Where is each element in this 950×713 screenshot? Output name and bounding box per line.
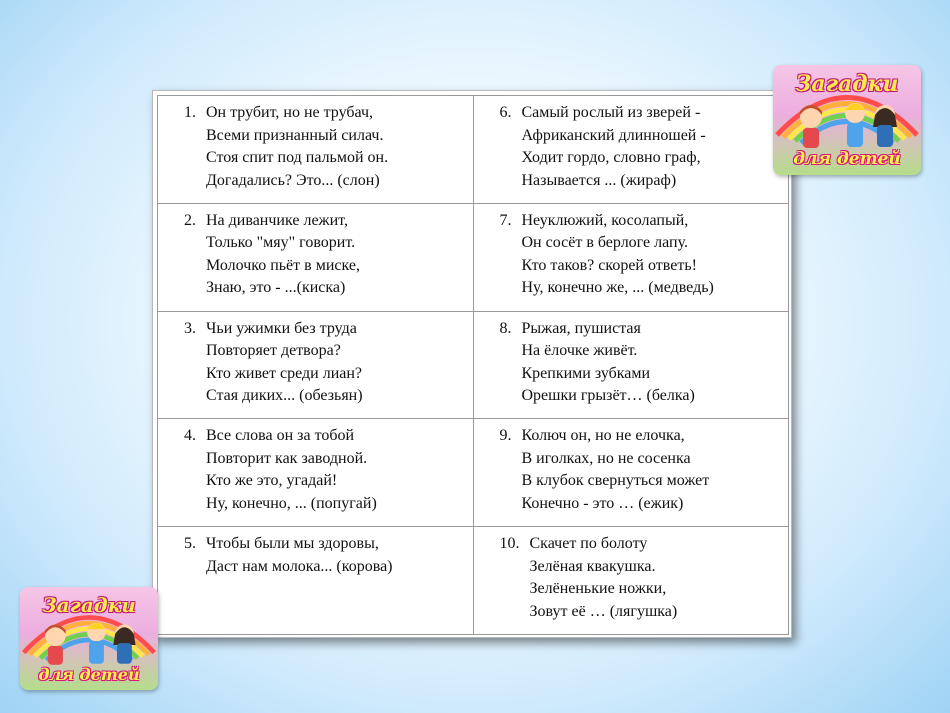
riddle-number: 6. (499, 104, 512, 121)
riddle-line: Повторит как заводной. (206, 449, 368, 467)
riddle-line: Стоя спит под пальмой он. (206, 149, 389, 166)
riddles-sheet (152, 90, 792, 638)
riddle-cell (473, 419, 789, 527)
riddle-line: Чтобы были мы здоровы, (206, 535, 379, 553)
riddle-10 (500, 533, 783, 623)
riddle-3 (184, 318, 467, 408)
badge-subtitle: для детей (793, 149, 901, 169)
riddle-line: Ходит гордо, словно граф, (521, 149, 701, 166)
riddle-line: Ну, конечно же, ... (медведь) (521, 279, 714, 297)
riddle-line: Зелёненькие ножки, (529, 580, 667, 598)
riddle-cell (158, 203, 474, 311)
riddles-badge-bottom (20, 587, 158, 690)
riddle-number: 2. (184, 211, 196, 229)
riddle-line: Стая диких... (обезьян) (206, 387, 363, 405)
riddle-line: Молочко пьёт в миске, (206, 256, 360, 274)
riddle-cell (158, 311, 474, 419)
table-row (158, 311, 789, 419)
riddles-badge-top (773, 65, 921, 175)
riddle-4 (184, 425, 467, 515)
riddle-line: На диванчике лежит, (206, 211, 348, 229)
riddle-line: Кто же это, угадай! (206, 472, 338, 490)
riddle-cell (473, 96, 789, 204)
riddle-number: 5. (184, 535, 196, 553)
riddle-5 (184, 533, 467, 578)
riddle-line: Знаю, это - ...(киска) (206, 279, 346, 297)
riddle-line: Кто живет среди лиан? (206, 364, 363, 382)
riddle-line: Он трубит, но не трубач, (206, 104, 374, 121)
riddle-line: Даст нам молока... (корова) (206, 557, 393, 575)
riddle-line: Чьи ужимки без труда (206, 319, 357, 337)
riddle-cell (158, 419, 474, 527)
riddle-line: Зовут её … (лягушка) (529, 602, 678, 620)
riddle-cell (158, 527, 474, 635)
riddle-line: Рыжая, пушистая (521, 319, 641, 337)
riddle-line: Догадались? Это... (слон) (206, 171, 380, 189)
riddle-line: Скачет по болоту (529, 535, 648, 553)
riddle-8 (500, 318, 783, 408)
riddle-number: 3. (184, 319, 196, 337)
riddle-line: В иголках, но не сосенка (521, 449, 691, 467)
riddle-line: Колюч он, но не елочка, (521, 427, 685, 445)
riddle-line: Орешки грызёт… (белка) (521, 387, 695, 405)
riddle-number: 7. (499, 211, 512, 229)
table-row (158, 527, 789, 635)
riddles-table (157, 95, 789, 635)
riddle-line: На ёлочке живёт. (521, 342, 638, 360)
riddle-number: 1. (184, 104, 196, 121)
riddle-6 (500, 102, 783, 192)
riddle-1 (184, 102, 467, 192)
badge-title: Загадки (795, 71, 899, 97)
riddle-number: 8. (499, 319, 512, 337)
riddle-line: Кто таков? скорей ответь! (521, 256, 697, 274)
riddle-9 (500, 425, 783, 515)
riddle-cell (158, 96, 474, 204)
riddle-line: Ну, конечно, ... (попугай) (206, 494, 377, 512)
riddle-line: В клубок свернуться может (521, 472, 710, 490)
riddle-number: 9. (499, 427, 512, 445)
riddle-cell (473, 311, 789, 419)
riddle-number: 4. (184, 427, 196, 445)
table-row (158, 96, 789, 204)
riddle-line: Крепкими зубками (521, 364, 651, 382)
riddle-line: Африканский длинношей - (521, 126, 706, 144)
riddle-line: Все слова он за тобой (206, 427, 355, 445)
riddle-line: Только "мяу" говорит. (206, 234, 356, 252)
riddle-line: Всеми признанный силач. (206, 126, 384, 144)
riddle-line: Конечно - это … (ежик) (521, 494, 684, 512)
riddle-line: Самый рослый из зверей - (521, 104, 701, 121)
riddle-line: Неуклюжий, косолапый, (521, 211, 689, 229)
riddle-line: Называется ... (жираф) (521, 171, 677, 189)
table-row (158, 203, 789, 311)
badge-subtitle: для детей (38, 665, 140, 684)
badge-title: Загадки (42, 593, 136, 617)
table-row (158, 419, 789, 527)
riddle-number: 10. (499, 535, 520, 553)
riddle-cell (473, 527, 789, 635)
riddle-7 (500, 210, 783, 300)
riddle-cell (473, 203, 789, 311)
riddle-2 (184, 210, 467, 300)
riddle-line: Повторяет детвора? (206, 342, 341, 360)
riddle-line: Зелёная квакушка. (529, 557, 656, 575)
riddle-line: Он сосёт в берлоге лапу. (521, 234, 688, 252)
